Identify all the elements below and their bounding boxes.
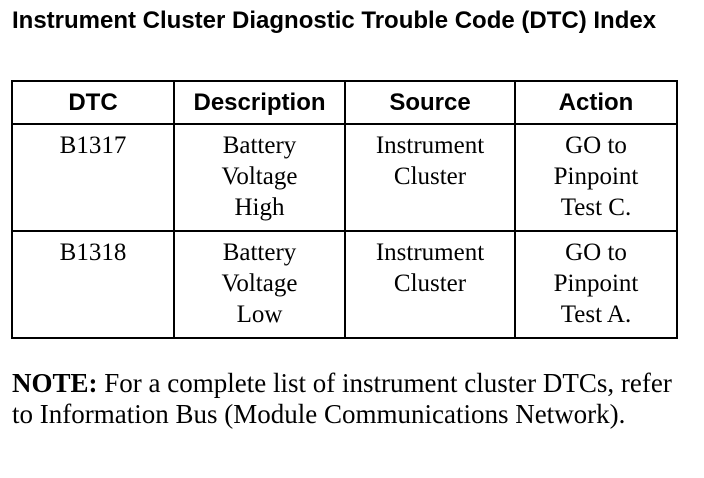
column-header-dtc: DTC <box>12 81 174 124</box>
action-line: Pinpoint <box>553 270 639 297</box>
dtc-code-cell <box>12 231 174 338</box>
description-cell <box>174 124 345 231</box>
description-line: Voltage <box>221 163 298 190</box>
note-label: NOTE: <box>12 368 98 398</box>
action-line: Test A. <box>560 301 632 328</box>
source-line: Instrument <box>375 239 485 266</box>
action-line: GO to <box>565 239 627 266</box>
description-line: Battery <box>222 132 297 159</box>
action-line: Test C. <box>560 194 632 221</box>
column-header-description: Description <box>174 81 345 124</box>
source-line: Cluster <box>393 163 467 190</box>
source-line: Instrument <box>375 132 485 159</box>
column-header-action: Action <box>515 81 677 124</box>
dtc-code: B1318 <box>59 239 127 266</box>
description-line: Battery <box>222 239 297 266</box>
table-row <box>12 124 677 231</box>
dtc-index-table <box>11 80 678 339</box>
action-cell <box>515 231 677 338</box>
action-line: Pinpoint <box>553 163 639 190</box>
page-title: Instrument Cluster Diagnostic Trouble Code (DTC) Index <box>12 7 657 34</box>
column-header-source: Source <box>345 81 515 124</box>
source-cell <box>345 231 515 338</box>
dtc-code: B1317 <box>59 132 127 159</box>
description-line: Voltage <box>221 270 298 297</box>
dtc-code-cell <box>12 124 174 231</box>
source-line: Cluster <box>393 270 467 297</box>
description-cell <box>174 231 345 338</box>
source-cell <box>345 124 515 231</box>
action-cell <box>515 124 677 231</box>
table-header-row <box>12 81 677 124</box>
action-line: GO to <box>565 132 627 159</box>
note-paragraph <box>12 368 692 430</box>
note-text: For a complete list of instrument cluster DTCs, refer to Information Bus (Module Communications Network). <box>12 368 672 429</box>
description-line: High <box>234 194 285 221</box>
table-row <box>12 231 677 338</box>
description-line: Low <box>236 301 283 328</box>
